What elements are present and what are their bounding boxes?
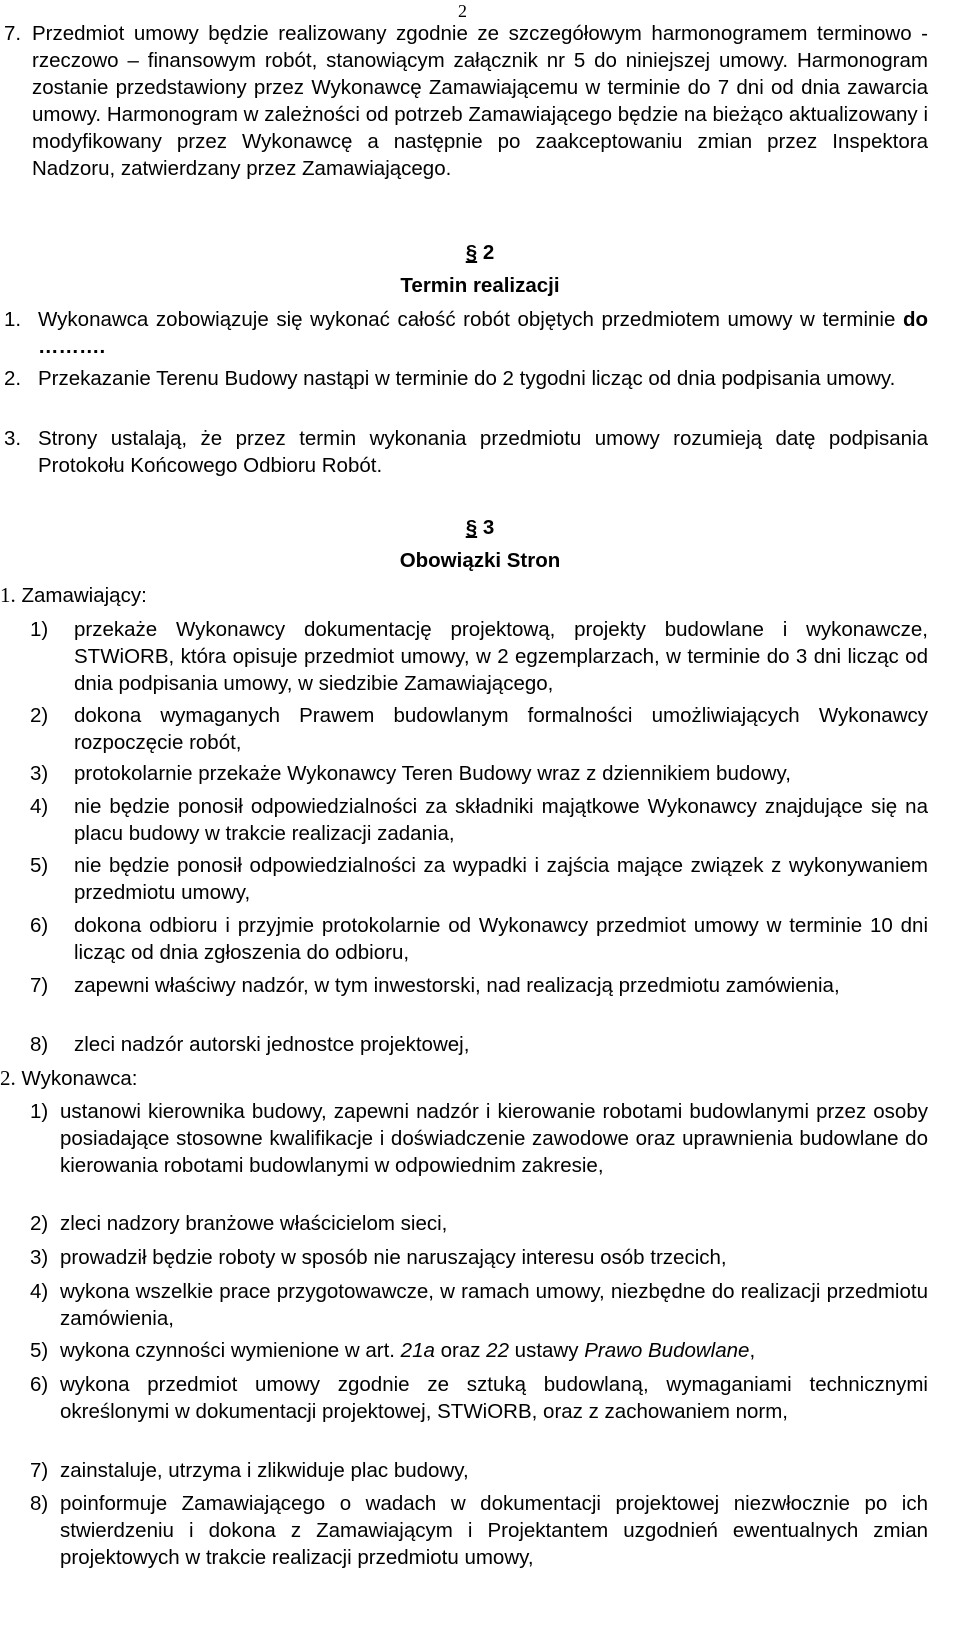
item-number: 2) — [30, 1212, 49, 1235]
list-item — [30, 1210, 928, 1237]
item-text: protokolarnie przekaże Wykonawcy Teren Budowy wraz z dziennikiem budowy, — [74, 762, 791, 785]
paragraph-number: 7. — [4, 22, 22, 45]
item-text: dokona odbioru i przyjmie protokolarnie od Wykonawcy przedmiot umowy w terminie 10 dni licząc od dnia zgłoszenia do odbioru, — [74, 914, 928, 964]
article-ref: 22 — [486, 1339, 509, 1362]
item-text: wykona przedmiot umowy zgodnie ze sztuką budowlaną, wymaganiami technicznymi określonymi w dokumentacji projektowej, STWiORB, oraz z zachowaniem norm, — [60, 1373, 928, 1423]
list-item — [30, 1337, 928, 1364]
item-text: zapewni właściwy nadzór, w tym inwestorski, nad realizacją przedmiotu zamówienia, — [74, 974, 840, 997]
item-number: 6) — [30, 1373, 49, 1396]
item-number: 7) — [30, 974, 49, 997]
item-text: wykona wszelkie prace przygotowawcze, w ramach umowy, niezbędne do realizacji przedmiotu zamówienia, — [60, 1280, 928, 1330]
item-number: 2) — [30, 704, 49, 727]
section-3-title: Obowiązki Stron — [399, 549, 561, 572]
section-2-title: Termin realizacji — [400, 274, 560, 297]
item-number: 3) — [30, 1246, 49, 1269]
item-number: 1. — [4, 308, 22, 331]
item-text: Wykonawca zobowiązuje się wykonać całość robót objętych przedmiotem umowy w terminie — [38, 308, 903, 331]
section-sign-icon: § — [465, 516, 478, 539]
paragraph-text: Przedmiot umowy będzie realizowany zgodnie ze szczegółowym harmonogramem terminowo - rzeczowo – finansowym robót, stanowiącym załącznik nr 5 do niniejszej umowy. Harmonogram zostanie przedstawiony przez Wykonawcę Zamawiającemu w terminie do 7 dni od dnia zawarcia umowy. Harmonogram w zależności od potrzeb Zamawiającego będzie na bieżąco aktualizowany i modyfikowany przez Wykonawcę a następnie po zaakceptowaniu zmian przez Inspektora Nadzoru, zatwierdzany przez Zamawiającego. — [32, 22, 928, 180]
item-number: 5) — [30, 854, 49, 877]
item-number: 2. — [0, 1066, 16, 1090]
list-item — [30, 912, 928, 966]
label-text: Wykonawca: — [21, 1067, 138, 1090]
list-item — [30, 616, 928, 697]
section-3-heading — [0, 514, 960, 541]
item-text: zainstaluje, utrzyma i zlikwiduje plac budowy, — [60, 1459, 469, 1482]
item-text: prowadził będzie roboty w sposób nie naruszający interesu osób trzecich, — [60, 1246, 727, 1269]
item-text: Strony ustalają, że przez termin wykonania przedmiotu umowy rozumieją datę podpisania Protokołu Końcowego Odbioru Robót. — [38, 427, 928, 477]
list-item — [4, 365, 928, 392]
item-text: poinformuje Zamawiającego o wadach w dokumentacji projektowej niezwłocznie po ich stwierdzeniu i dokona z Zamawiającym i Projektantem uzgodnień ewentualnych zmian projektowych w trakcie realizacji przedmiotu umowy, — [60, 1492, 928, 1569]
item-number: 1) — [30, 618, 49, 641]
list-item — [30, 793, 928, 847]
item-number: 4) — [30, 795, 49, 818]
article-ref: 21a — [400, 1339, 435, 1362]
section-number: 3 — [482, 516, 495, 539]
item-text: zleci nadzory branżowe właścicielom sieci, — [60, 1212, 448, 1235]
item-number: 3. — [4, 427, 22, 450]
list-item — [30, 1244, 928, 1271]
wykonawca-label — [0, 1065, 137, 1092]
list-item — [30, 760, 928, 787]
list-item — [30, 702, 928, 756]
section-2-heading — [0, 239, 960, 266]
list-item — [4, 306, 928, 360]
label-text: Zamawiający: — [21, 584, 147, 607]
list-item — [30, 1371, 928, 1425]
list-item — [30, 1457, 928, 1484]
item-text: zleci nadzór autorski jednostce projektowej, — [74, 1033, 470, 1056]
list-item — [30, 1278, 928, 1332]
item-text: nie będzie ponosił odpowiedzialności za wypadki i zajścia mające związek z wykonywaniem przedmiotu umowy, — [74, 854, 928, 904]
paragraph-7 — [4, 20, 928, 182]
item-number: 4) — [30, 1280, 49, 1303]
item-text: dokona wymaganych Prawem budowlanym formalności umożliwiających Wykonawcy rozpoczęcie robót, — [74, 704, 928, 754]
item-number: 8) — [30, 1492, 49, 1515]
page-number: 2 — [458, 1, 467, 21]
list-item — [30, 1098, 928, 1179]
item-number: 3) — [30, 762, 49, 785]
item-number: 1) — [30, 1100, 49, 1123]
item-number: 1. — [0, 583, 16, 607]
list-item — [30, 852, 928, 906]
item-number: 7) — [30, 1459, 49, 1482]
item-deadline: do ………. — [38, 308, 928, 358]
item-number: 6) — [30, 914, 49, 937]
list-item — [30, 1031, 928, 1058]
law-name: Prawo Budowlane — [584, 1339, 750, 1362]
item-number: 8) — [30, 1033, 49, 1056]
section-sign-icon: § — [465, 241, 478, 264]
item-number: 5) — [30, 1339, 49, 1362]
list-item — [4, 425, 928, 479]
list-item — [30, 1490, 928, 1571]
item-text: przekaże Wykonawcy dokumentację projektową, projekty budowlane i wykonawcze, STWiORB, która opisuje przedmiot umowy, w 2 egzemplarzach, w terminie do 3 dni licząc od dnia podpisania umowy, w siedzibie Zamawiającego, — [74, 618, 928, 695]
section-number: 2 — [482, 241, 495, 264]
zamawiajacy-label — [0, 582, 147, 609]
item-number: 2. — [4, 367, 22, 390]
list-item — [30, 972, 928, 999]
item-text: Przekazanie Terenu Budowy nastąpi w terminie do 2 tygodni licząc od dnia podpisania umowy. — [38, 367, 896, 390]
item-text: wykona czynności wymienione w art. 21a oraz 22 ustawy Prawo Budowlane, — [60, 1339, 756, 1362]
item-text: ustanowi kierownika budowy, zapewni nadzór i kierowanie robotami budowlanymi przez osoby posiadające stosowne kwalifikacje i doświadczenie zawodowe oraz uprawnienia budowlane do kierowania robotami budowlanymi w odpowiednim zakresie, — [60, 1100, 928, 1177]
item-text: nie będzie ponosił odpowiedzialności za składniki majątkowe Wykonawcy znajdujące się na placu budowy w trakcie realizacji zadania, — [74, 795, 928, 845]
